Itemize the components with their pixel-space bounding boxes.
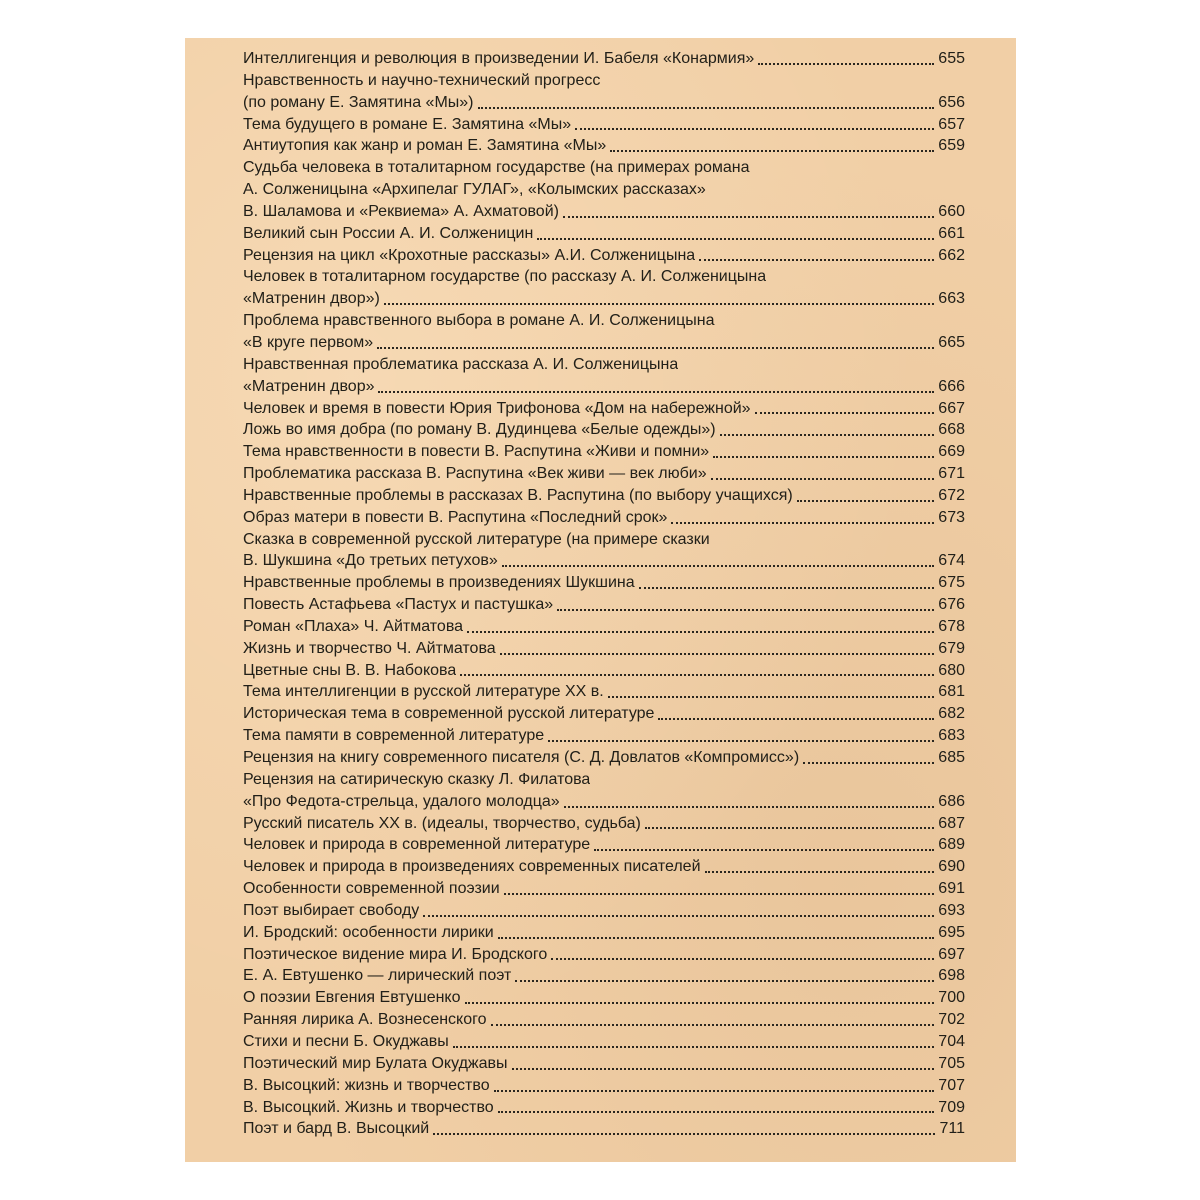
toc-entry-title: Нравственные проблемы в произведениях Шукшина bbox=[243, 574, 635, 592]
toc-entry-title: Стихи и песни Б. Окуджавы bbox=[243, 1032, 449, 1050]
toc-entry-title: Рецензия на сатирическую сказку Л. Филатова bbox=[243, 770, 591, 788]
page-number: 655 bbox=[938, 50, 965, 67]
toc-entry-title: В. Высоцкий: жизнь и творчество bbox=[243, 1076, 490, 1094]
toc-entry-title: Ранняя лирика А. Вознесенского bbox=[243, 1011, 487, 1029]
toc-entry-title: Образ матери в повести В. Распутина «Последний срок» bbox=[243, 508, 668, 526]
toc-entry-title: Роман «Плаха» Ч. Айтматова bbox=[243, 617, 464, 635]
page-number: 707 bbox=[938, 1076, 965, 1094]
toc-entry bbox=[243, 1053, 965, 1075]
dot-leader bbox=[498, 923, 935, 939]
toc-line bbox=[243, 135, 965, 157]
toc-line bbox=[243, 288, 965, 310]
toc-line bbox=[243, 638, 965, 660]
toc-entry-title: О поэзии Евгения Евтушенко bbox=[243, 989, 461, 1007]
dot-leader bbox=[671, 508, 934, 524]
toc-line bbox=[243, 92, 965, 114]
toc-line bbox=[243, 157, 965, 179]
dot-leader bbox=[504, 879, 935, 895]
toc-entry-title: Сказка в современной русской литературе (на примере сказки bbox=[243, 530, 710, 548]
toc-entry bbox=[243, 48, 965, 70]
toc-line bbox=[243, 725, 965, 747]
dot-leader bbox=[758, 49, 934, 65]
toc-entry-title: «Матренин двор» bbox=[243, 377, 375, 395]
page-number: 662 bbox=[938, 246, 965, 264]
toc-entry-title: В. Высоцкий. Жизнь и творчество bbox=[243, 1098, 494, 1116]
toc-line bbox=[243, 572, 965, 594]
page-number: 669 bbox=[938, 443, 965, 461]
page-number: 711 bbox=[939, 1120, 965, 1138]
toc-entry bbox=[243, 1031, 965, 1053]
toc-line bbox=[243, 703, 965, 725]
toc-entry bbox=[243, 813, 965, 835]
toc-entry bbox=[243, 529, 965, 573]
toc-entry-title: Особенности современной поэзии bbox=[243, 880, 500, 898]
toc-entry-title: Проблема нравственного выбора в романе А. И. Солженицына bbox=[243, 312, 715, 330]
toc-line bbox=[243, 856, 965, 878]
toc-entry-title: Великий сын России А. И. Солженицин bbox=[243, 224, 534, 242]
toc-line bbox=[243, 376, 965, 398]
toc-line bbox=[243, 310, 965, 332]
toc-entry bbox=[243, 572, 965, 594]
toc-entry-title: (по роману Е. Замятина «Мы») bbox=[243, 93, 474, 111]
dot-leader bbox=[491, 1010, 935, 1026]
toc-line bbox=[243, 1118, 965, 1140]
toc-line bbox=[243, 48, 965, 70]
page-number: 680 bbox=[938, 661, 965, 679]
toc-entry bbox=[243, 419, 965, 441]
page-number: 700 bbox=[938, 989, 965, 1007]
toc-entry-title: Судьба человека в тоталитарном государстве (на примерах романа bbox=[243, 159, 750, 177]
toc-entry bbox=[243, 900, 965, 922]
toc-entry-title: Поэтическое видение мира И. Бродского bbox=[243, 945, 548, 963]
dot-leader bbox=[548, 726, 934, 742]
dot-leader bbox=[494, 1076, 935, 1092]
dot-leader bbox=[699, 245, 934, 261]
toc-line bbox=[243, 332, 965, 354]
dot-leader bbox=[658, 704, 934, 720]
page-number: 676 bbox=[938, 596, 965, 614]
page-number: 704 bbox=[938, 1032, 965, 1050]
dot-leader bbox=[498, 1097, 935, 1113]
toc-line bbox=[243, 681, 965, 703]
toc-entry bbox=[243, 1009, 965, 1031]
page-number: 690 bbox=[938, 858, 965, 876]
toc-entry bbox=[243, 660, 965, 682]
toc-entry-title: Ложь во имя добра (по роману В. Дудинцева «Белые одежды») bbox=[243, 421, 716, 439]
toc-line bbox=[243, 398, 965, 420]
toc-entry bbox=[243, 725, 965, 747]
toc-entry-title: Тема нравственности в повести В. Распутина «Живи и помни» bbox=[243, 443, 710, 461]
toc-entry-title: Поэт и бард В. Высоцкий bbox=[243, 1120, 430, 1138]
toc-entry bbox=[243, 266, 965, 310]
toc-entry bbox=[243, 922, 965, 944]
toc-entry bbox=[243, 135, 965, 157]
toc-line bbox=[243, 987, 965, 1009]
page-number: 691 bbox=[938, 880, 965, 898]
page-number: 689 bbox=[938, 836, 965, 854]
dot-leader bbox=[608, 682, 935, 698]
toc-entry bbox=[243, 987, 965, 1009]
toc-entry bbox=[243, 463, 965, 485]
toc-line bbox=[243, 441, 965, 463]
toc-line bbox=[243, 223, 965, 245]
dot-leader bbox=[797, 486, 935, 502]
toc-entry-title: Повесть Астафьева «Пастух и пастушка» bbox=[243, 596, 554, 614]
toc-line bbox=[243, 266, 965, 288]
toc-entry-title: И. Бродский: особенности лирики bbox=[243, 923, 494, 941]
toc-entry-title: В. Шукшина «До третьих петухов» bbox=[243, 552, 498, 570]
dot-leader bbox=[713, 442, 934, 458]
toc-entry bbox=[243, 310, 965, 354]
page-number: 679 bbox=[938, 639, 965, 657]
dot-leader bbox=[720, 420, 935, 436]
toc-entry-title: Нравственность и научно-технический прогресс bbox=[243, 71, 601, 89]
page-number: 665 bbox=[938, 333, 965, 351]
toc-line bbox=[243, 1075, 965, 1097]
toc-entry bbox=[243, 616, 965, 638]
toc-entry bbox=[243, 834, 965, 856]
toc-line bbox=[243, 529, 965, 551]
dot-leader bbox=[433, 1119, 935, 1135]
toc-entry-title: Человек и природа в произведениях современных писателей bbox=[243, 858, 701, 876]
toc-line bbox=[243, 179, 965, 201]
page-number: 672 bbox=[938, 486, 965, 504]
toc-entry bbox=[243, 485, 965, 507]
toc-line bbox=[243, 550, 965, 572]
page-number: 660 bbox=[938, 202, 965, 220]
page-number: 702 bbox=[938, 1011, 965, 1029]
toc-entry-title: Поэт выбирает свободу bbox=[243, 901, 420, 919]
dot-leader bbox=[755, 398, 935, 414]
toc-entry-title: Тема интеллигенции в русской литературе XX в. bbox=[243, 683, 604, 701]
toc-entry-title: Человек и время в повести Юрия Трифонова «Дом на набережной» bbox=[243, 399, 751, 417]
toc-entry-title: Е. А. Евтушенко — лирический поэт bbox=[243, 967, 512, 985]
dot-leader bbox=[423, 901, 934, 917]
toc-line bbox=[243, 594, 965, 616]
dot-leader bbox=[594, 835, 934, 851]
toc-line bbox=[243, 1097, 965, 1119]
toc-line bbox=[243, 245, 965, 267]
toc-entry bbox=[243, 157, 965, 223]
dot-leader bbox=[502, 551, 935, 567]
toc-entry-title: Жизнь и творчество Ч. Айтматова bbox=[243, 639, 496, 657]
dot-leader bbox=[563, 202, 934, 218]
page-number: 705 bbox=[938, 1054, 965, 1072]
toc-line bbox=[243, 791, 965, 813]
toc-entry bbox=[243, 944, 965, 966]
toc-line bbox=[243, 70, 965, 92]
toc-entry bbox=[243, 638, 965, 660]
page-number: 663 bbox=[938, 290, 965, 308]
dot-leader bbox=[564, 792, 935, 808]
toc-line bbox=[243, 1053, 965, 1075]
dot-leader bbox=[384, 289, 934, 305]
toc-entry bbox=[243, 1118, 965, 1140]
toc-entry bbox=[243, 223, 965, 245]
dot-leader bbox=[378, 377, 934, 393]
toc-entry bbox=[243, 965, 965, 987]
page-number: 681 bbox=[938, 683, 965, 701]
toc-line bbox=[243, 1009, 965, 1031]
page-number: 675 bbox=[938, 574, 965, 592]
toc-entry bbox=[243, 245, 965, 267]
toc-line bbox=[243, 354, 965, 376]
toc-line bbox=[243, 201, 965, 223]
page-number: 709 bbox=[938, 1098, 965, 1116]
page-number: 656 bbox=[938, 93, 965, 111]
toc-entry-title: Тема памяти в современной литературе bbox=[243, 727, 545, 745]
dot-leader bbox=[537, 224, 934, 240]
toc-entry-title: Русский писатель XX в. (идеалы, творчество, судьба) bbox=[243, 814, 641, 832]
dot-leader bbox=[645, 813, 934, 829]
table-of-contents bbox=[243, 48, 965, 1140]
page-number: 678 bbox=[938, 617, 965, 635]
dot-leader bbox=[705, 857, 935, 873]
toc-line bbox=[243, 747, 965, 769]
toc-entry-title: Поэтический мир Булата Окуджавы bbox=[243, 1054, 508, 1072]
dot-leader bbox=[711, 464, 935, 480]
page-number: 666 bbox=[938, 377, 965, 395]
toc-entry-title: «В круге первом» bbox=[243, 333, 374, 351]
toc-entry bbox=[243, 878, 965, 900]
dot-leader bbox=[465, 988, 935, 1004]
toc-line bbox=[243, 1031, 965, 1053]
toc-entry-title: Историческая тема в современной русской литературе bbox=[243, 705, 655, 723]
dot-leader bbox=[467, 617, 934, 633]
toc-entry-title: Интеллигенция и революция в произведении И. Бабеля «Конармия» bbox=[243, 50, 755, 67]
toc-line bbox=[243, 769, 965, 791]
toc-entry bbox=[243, 70, 965, 114]
toc-entry-title: В. Шаламова и «Реквиема» А. Ахматовой) bbox=[243, 202, 559, 220]
toc-entry-title: Тема будущего в романе Е. Замятина «Мы» bbox=[243, 115, 572, 133]
page-number: 695 bbox=[938, 923, 965, 941]
toc-entry bbox=[243, 681, 965, 703]
toc-entry bbox=[243, 354, 965, 398]
toc-line bbox=[243, 463, 965, 485]
page-number: 685 bbox=[938, 749, 965, 766]
toc-line bbox=[243, 944, 965, 966]
page-number: 686 bbox=[938, 792, 965, 810]
toc-entry-title: Проблематика рассказа В. Распутина «Век живи — век люби» bbox=[243, 465, 707, 483]
toc-entry-title: Человек и природа в современной литературе bbox=[243, 836, 591, 854]
dot-leader bbox=[515, 966, 934, 982]
page-number: 657 bbox=[938, 115, 965, 133]
toc-entry-title: Человек в тоталитарном государстве (по рассказу А. И. Солженицына bbox=[243, 268, 767, 286]
dot-leader bbox=[460, 660, 934, 676]
page-number: 697 bbox=[938, 945, 965, 963]
toc-entry-title: Цветные сны В. В. Набокова bbox=[243, 661, 457, 679]
toc-entry-title: «Про Федота-стрельца, удалого молодца» bbox=[243, 792, 560, 810]
toc-entry bbox=[243, 1097, 965, 1119]
toc-line bbox=[243, 419, 965, 441]
page-number: 693 bbox=[938, 901, 965, 919]
book-page bbox=[185, 38, 1016, 1162]
dot-leader bbox=[500, 639, 935, 655]
toc-entry-title: Антиутопия как жанр и роман Е. Замятина «Мы» bbox=[243, 137, 607, 155]
page-number: 683 bbox=[938, 727, 965, 745]
toc-entry bbox=[243, 747, 965, 769]
dot-leader bbox=[803, 748, 934, 764]
toc-entry-title: А. Солженицына «Архипелаг ГУЛАГ», «Колымских рассказах» bbox=[243, 181, 706, 199]
page-number: 659 bbox=[938, 137, 965, 155]
dot-leader bbox=[551, 944, 934, 960]
toc-entry-title: Нравственные проблемы в рассказах В. Распутина (по выбору учащихся) bbox=[243, 486, 793, 504]
toc-line bbox=[243, 900, 965, 922]
toc-entry-title: Рецензия на цикл «Крохотные рассказы» А.И. Солженицына bbox=[243, 246, 696, 264]
page-number: 682 bbox=[938, 705, 965, 723]
toc-line bbox=[243, 616, 965, 638]
toc-line bbox=[243, 813, 965, 835]
dot-leader bbox=[639, 573, 935, 589]
toc-entry bbox=[243, 1075, 965, 1097]
dot-leader bbox=[478, 93, 935, 109]
dot-leader bbox=[453, 1032, 935, 1048]
toc-entry bbox=[243, 594, 965, 616]
toc-entry bbox=[243, 769, 965, 813]
toc-entry bbox=[243, 507, 965, 529]
page-number: 667 bbox=[938, 399, 965, 417]
dot-leader bbox=[512, 1054, 935, 1070]
toc-line bbox=[243, 922, 965, 944]
toc-entry-title: Нравственная проблематика рассказа А. И. Солженицына bbox=[243, 355, 679, 373]
page-number: 668 bbox=[938, 421, 965, 439]
toc-entry bbox=[243, 441, 965, 463]
dot-leader bbox=[610, 136, 934, 152]
page-number: 673 bbox=[938, 508, 965, 526]
toc-line bbox=[243, 660, 965, 682]
toc-entry bbox=[243, 703, 965, 725]
page-number: 661 bbox=[938, 224, 965, 242]
toc-line bbox=[243, 965, 965, 987]
page-number: 671 bbox=[938, 465, 965, 483]
toc-line bbox=[243, 114, 965, 136]
toc-entry bbox=[243, 398, 965, 420]
dot-leader bbox=[377, 333, 934, 349]
dot-leader bbox=[557, 595, 934, 611]
page-number: 674 bbox=[938, 552, 965, 570]
toc-line bbox=[243, 507, 965, 529]
toc-line bbox=[243, 485, 965, 507]
page-number: 687 bbox=[938, 814, 965, 832]
toc-entry bbox=[243, 114, 965, 136]
toc-line bbox=[243, 878, 965, 900]
dot-leader bbox=[575, 114, 934, 130]
page-number: 698 bbox=[938, 967, 965, 985]
toc-line bbox=[243, 834, 965, 856]
toc-entry-title: «Матренин двор») bbox=[243, 290, 380, 308]
toc-entry-title: Рецензия на книгу современного писателя (С. Д. Довлатов «Компромисс») bbox=[243, 749, 800, 766]
toc-entry bbox=[243, 856, 965, 878]
